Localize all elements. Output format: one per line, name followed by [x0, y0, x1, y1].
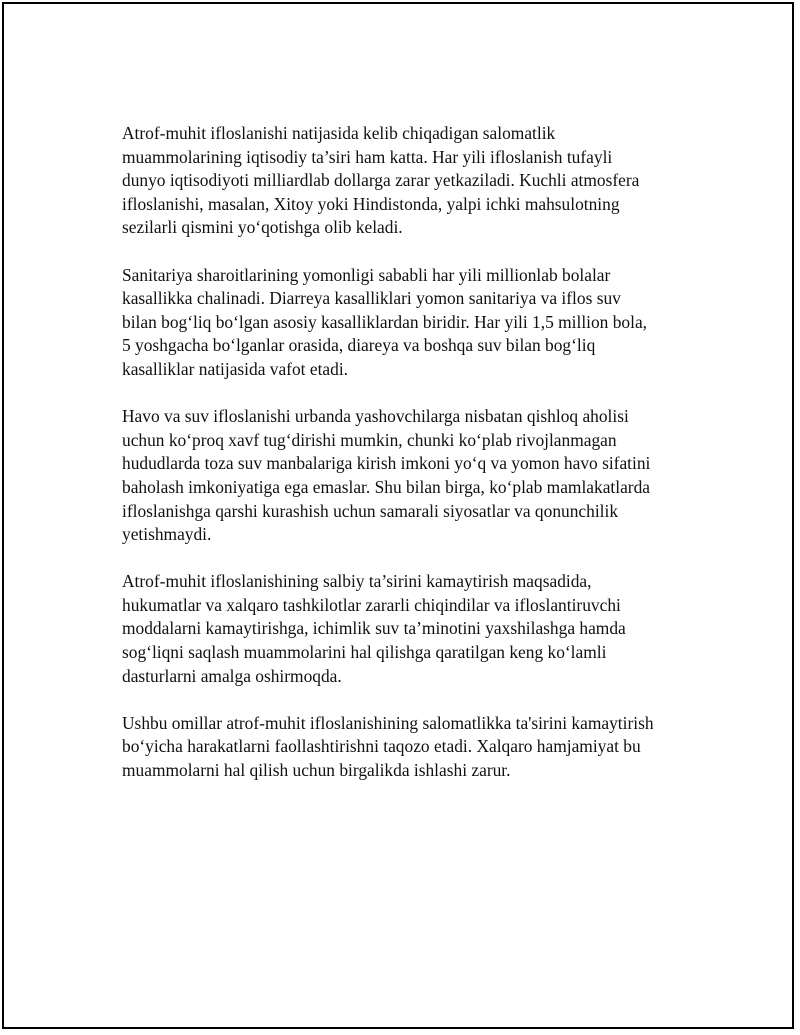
paragraph-government-action: Atrof-muhit ifloslanishining salbiy ta’sirini kamaytirish maqsadida, hukumatlar va xalqaro tashkilotlar zararli chiqindilar va ifloslantiruvchi moddalarni kamaytirishga, ichimlik suv ta’minotini yaxshilashga hamda sog‘liqni saqlash muammolarini hal qilishga qaratilgan keng ko‘lamli dasturlarni amalga oshirmoqda.	[122, 571, 626, 686]
paragraph-rural-risk: Havo va suv ifloslanishi urbanda yashovchilarga nisbatan qishloq aholisi uchun ko‘proq xavf tug‘dirishi mumkin, chunki ko‘plab rivojlanmagan hududlarda toza suv manbalariga kirish imkoni yo‘q va yomon havo sifatini baholash imkoniyatiga ega emaslar. Shu bilan birga, ko‘plab mamlakatlarda ifloslanishga qarshi kurashish uchun samarali siyosatlar va qonunchilik yetishmaydi.	[122, 406, 651, 545]
page-border	[2, 2, 794, 1029]
document-body	[122, 122, 712, 806]
paragraph-sanitation: Sanitariya sharoitlarining yomonligi sababli har yili millionlab bolalar kasallikka chalinadi. Diarreya kasalliklari yomon sanitariya va iflos suv bilan bog‘liq bo‘lgan asosiy kasalliklardan biridir. Har yili 1,5 million bola, 5 yoshgacha bo‘lganlar orasida, diareya va boshqa suv bilan bog‘liq kasalliklar natijasida vafot etadi.	[122, 264, 648, 379]
paragraph-economic-impact: Atrof-muhit ifloslanishi natijasida kelib chiqadigan salomatlik muammolarining iqtisodiy ta’siri ham katta. Har yili ifloslanish tufayli dunyo iqtisodiyoti milliardlab dollarga zarar yetkaziladi. Kuchli atmosfera ifloslanishi, masalan, Xitoy yoki Hindistonda, yalpi ichki mahsulotning sezilarli qismini yo‘qotishga olib keladi.	[122, 123, 640, 238]
paragraph-conclusion: Ushbu omillar atrof-muhit ifloslanishining salomatlikka ta'sirini kamaytirish bo‘yicha harakatlarni faollashtirishni taqozo etadi. Xalqaro hamjamiyat bu muammolarni hal qilish uchun birgalikda ishlashi zarur.	[122, 712, 654, 781]
